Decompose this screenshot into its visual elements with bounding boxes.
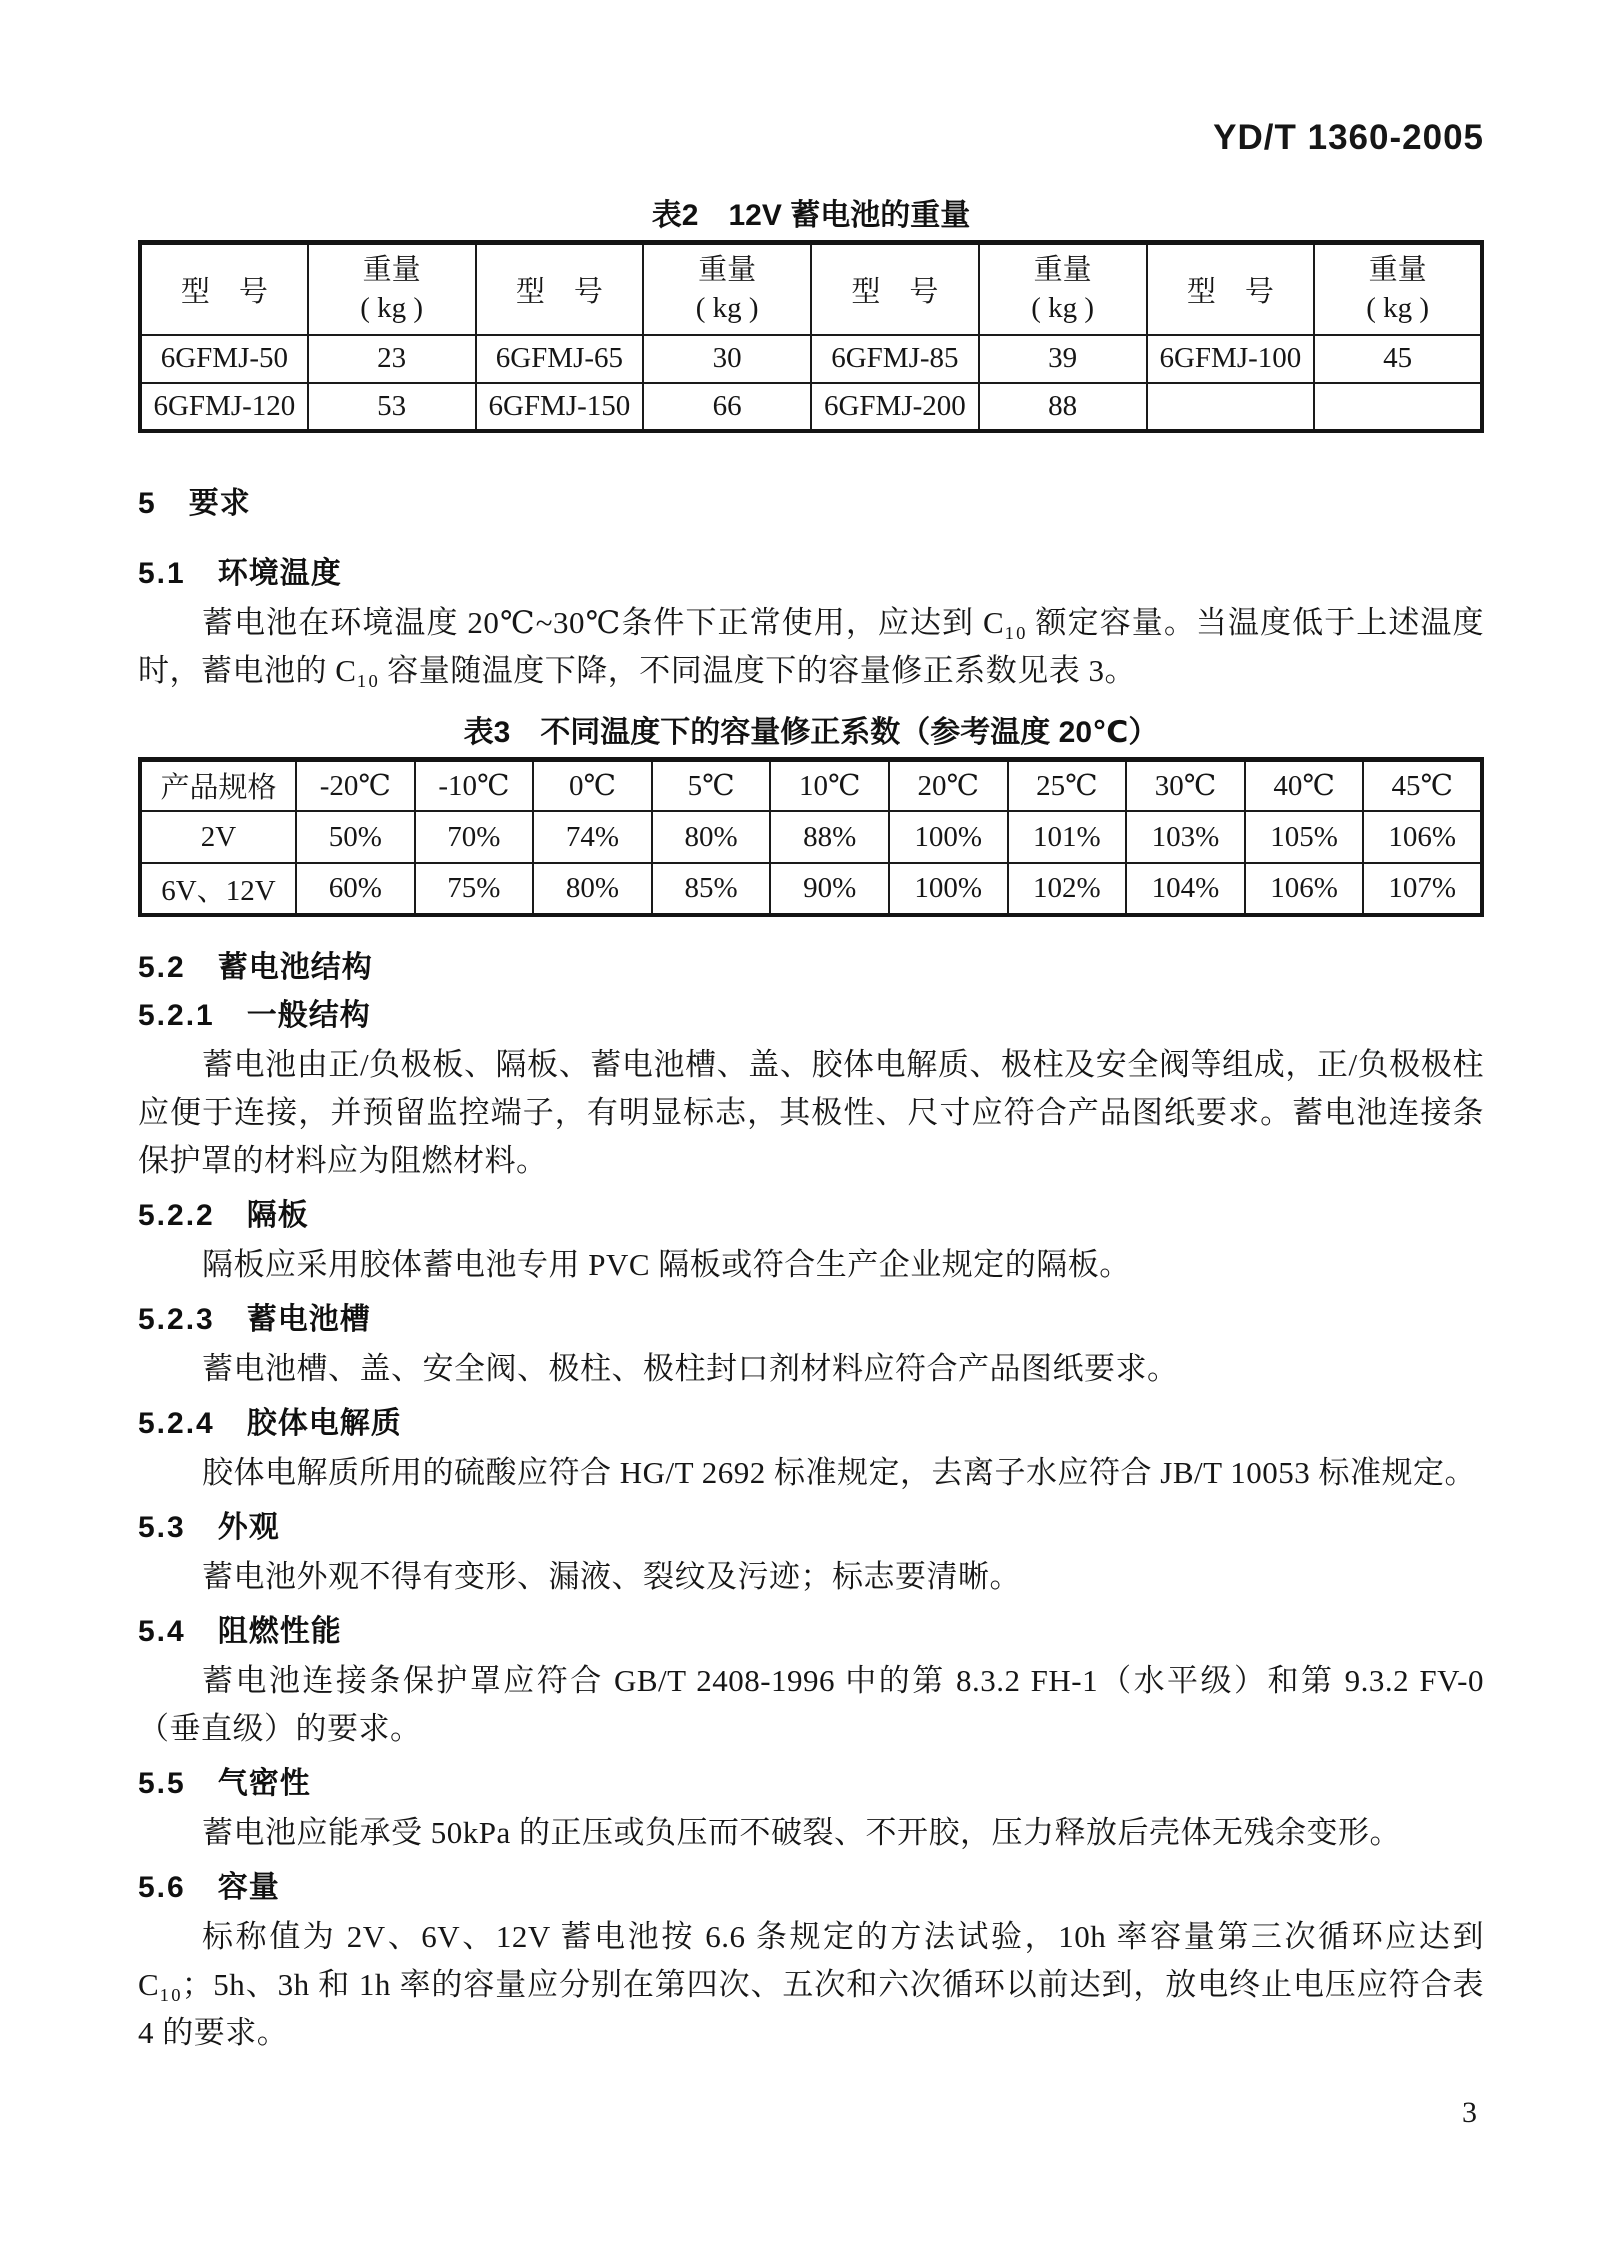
table2-header-weight <box>979 243 1147 335</box>
table3-cell: 6V、12V <box>140 863 296 915</box>
table2-header-model: 型 号 <box>140 243 308 335</box>
table3-header-cell: 40℃ <box>1245 759 1364 811</box>
table3-header-cell: -20℃ <box>296 759 415 811</box>
table2-cell-model: 6GFMJ-120 <box>140 383 308 431</box>
heading-number: 5.2 <box>138 951 186 984</box>
table2-cell-model: 6GFMJ-65 <box>476 335 644 383</box>
table2-header-model: 型 号 <box>476 243 644 335</box>
heading-title: 要求 <box>188 486 251 520</box>
table2-cell-weight: 30 <box>643 335 811 383</box>
heading-5-1 <box>138 557 1484 591</box>
table2-header-weight-line2: ( kg ) <box>360 292 424 325</box>
table2-cell-model: 6GFMJ-200 <box>811 383 979 431</box>
table-12v-battery-weight <box>138 240 1484 433</box>
heading-title: 一般结构 <box>246 999 371 1032</box>
paragraph-5-2-2: 隔板应采用胶体蓄电池专用 PVC 隔板或符合生产企业规定的隔板。 <box>202 1247 1131 1282</box>
table3-cell: 100% <box>889 811 1008 863</box>
table3-cell: 50% <box>296 811 415 863</box>
heading-title: 蓄电池槽 <box>246 1303 371 1336</box>
table2-header-weight <box>643 243 811 335</box>
heading-title: 蓄电池结构 <box>217 951 373 984</box>
heading-5-5 <box>138 1767 1484 1801</box>
table3-header-cell: 0℃ <box>533 759 652 811</box>
table2-header-weight-line1: 重量 <box>698 254 757 287</box>
heading-number: 5.4 <box>138 1615 186 1648</box>
table2-row <box>140 383 1482 431</box>
table2-cell-weight: 39 <box>979 335 1147 383</box>
page-number: 3 <box>1462 2096 1477 2129</box>
table3-header-cell: 10℃ <box>770 759 889 811</box>
table3-cell: 60% <box>296 863 415 915</box>
table3-header-cell: -10℃ <box>415 759 534 811</box>
table2-cell-weight <box>1314 383 1482 431</box>
table3-cell: 100% <box>889 863 1008 915</box>
table2-header-model: 型 号 <box>811 243 979 335</box>
table2-caption <box>138 198 1484 234</box>
table3-header-cell: 5℃ <box>652 759 771 811</box>
heading-number: 5.5 <box>138 1767 186 1800</box>
table3-cell: 102% <box>1008 863 1127 915</box>
heading-title: 气密性 <box>217 1767 311 1800</box>
table3-header-cell: 20℃ <box>889 759 1008 811</box>
table2-cell-model: 6GFMJ-50 <box>140 335 308 383</box>
table-temperature-correction <box>138 757 1484 918</box>
heading-title: 阻燃性能 <box>217 1615 342 1648</box>
table2-header-weight-line1: 重量 <box>362 254 421 287</box>
heading-title: 隔板 <box>246 1199 309 1232</box>
table3-row <box>140 863 1482 915</box>
table2-header-weight-line2: ( kg ) <box>1031 292 1095 325</box>
table3-caption-text: 不同温度下的容量修正系数（参考温度 20℃） <box>540 715 1159 749</box>
heading-5-2-1 <box>138 999 1484 1033</box>
page-content <box>138 0 1484 2057</box>
heading-number: 5.3 <box>138 1511 186 1544</box>
heading-number: 5.1 <box>138 556 186 590</box>
table3-header-cell: 30℃ <box>1126 759 1245 811</box>
heading-number: 5 <box>138 486 157 520</box>
paragraph-5-2-4: 胶体电解质所用的硫酸应符合 HG/T 2692 标准规定，去离子水应符合 JB/T 10053 标准规定。 <box>202 1455 1476 1490</box>
paragraph-5-3: 蓄电池外观不得有变形、漏液、裂纹及污迹；标志要清晰。 <box>202 1559 1021 1594</box>
heading-5-2 <box>138 951 1484 985</box>
heading-number: 5.2.2 <box>138 1199 215 1232</box>
table3-cell: 107% <box>1363 863 1482 915</box>
table3-header-cell: 25℃ <box>1008 759 1127 811</box>
heading-title: 容量 <box>217 1871 280 1904</box>
table2-cell-weight: 53 <box>308 383 476 431</box>
table2-header-weight <box>308 243 476 335</box>
heading-number: 5.2.3 <box>138 1303 215 1336</box>
table2-cell-model: 6GFMJ-150 <box>476 383 644 431</box>
table3-cell: 106% <box>1363 811 1482 863</box>
table3-caption <box>138 715 1484 751</box>
table3-row <box>140 811 1482 863</box>
table2-header-weight-line1: 重量 <box>1033 254 1092 287</box>
paragraph-5-2-3: 蓄电池槽、盖、安全阀、极柱、极柱封口剂材料应符合产品图纸要求。 <box>202 1351 1179 1386</box>
table2-header-model: 型 号 <box>1147 243 1315 335</box>
table2-row <box>140 335 1482 383</box>
heading-5 <box>138 487 1484 521</box>
paragraph-5-6: 标称值为 2V、6V、12V 蓄电池按 6.6 条规定的方法试验，10h 率容量第三次循环应达到 C₁₀；5h、3h 和 1h 率的容量应分别在第四次、五次和六次循环以前达到，放电终止电压应符合表 4 的要求。 <box>138 1919 1484 2050</box>
heading-title: 环境温度 <box>217 556 342 590</box>
table2-header-weight-line2: ( kg ) <box>695 292 759 325</box>
heading-5-2-2 <box>138 1199 1484 1233</box>
table3-cell: 90% <box>770 863 889 915</box>
table2-cell-weight: 66 <box>643 383 811 431</box>
heading-5-2-4 <box>138 1407 1484 1441</box>
table2-cell-model <box>1147 383 1315 431</box>
table2-caption-text: 12V 蓄电池的重量 <box>728 199 971 232</box>
table3-cell: 74% <box>533 811 652 863</box>
table2-header-weight <box>1314 243 1482 335</box>
doc-number: YD/T 1360-2005 <box>1213 118 1484 157</box>
heading-5-3 <box>138 1511 1484 1545</box>
table3-header-row <box>140 759 1482 811</box>
table3-cell: 80% <box>652 811 771 863</box>
table3-cell: 105% <box>1245 811 1364 863</box>
table3-cell: 80% <box>533 863 652 915</box>
paragraph-5-2-1: 蓄电池由正/负极板、隔板、蓄电池槽、盖、胶体电解质、极柱及安全阀等组成，正/负极极柱应便于连接，并预留监控端子，有明显标志，其极性、尺寸应符合产品图纸要求。蓄电池连接条保护罩的材料应为阻燃材料。 <box>138 1047 1484 1178</box>
heading-number: 5.2.1 <box>138 999 215 1032</box>
heading-number: 5.6 <box>138 1871 186 1904</box>
table2-cell-weight: 23 <box>308 335 476 383</box>
heading-title: 胶体电解质 <box>246 1407 402 1440</box>
table2-cell-weight: 88 <box>979 383 1147 431</box>
table3-cell: 106% <box>1245 863 1364 915</box>
table2-header-weight-line1: 重量 <box>1368 254 1427 287</box>
heading-title: 外观 <box>217 1511 280 1544</box>
table3-cell: 85% <box>652 863 771 915</box>
heading-5-4 <box>138 1615 1484 1649</box>
heading-5-6 <box>138 1871 1484 1905</box>
table2-cell-weight: 45 <box>1314 335 1482 383</box>
table2-cell-model: 6GFMJ-85 <box>811 335 979 383</box>
table2-cell-model: 6GFMJ-100 <box>1147 335 1315 383</box>
table2-header-row <box>140 243 1482 335</box>
table3-cell: 101% <box>1008 811 1127 863</box>
paragraph-5-1: 蓄电池在环境温度 20℃~30℃条件下正常使用，应达到 C₁₀ 额定容量。当温度低于上述温度时，蓄电池的 C₁₀ 容量随温度下降，不同温度下的容量修正系数见表 3。 <box>138 604 1484 688</box>
table3-cell: 2V <box>140 811 296 863</box>
heading-number: 5.2.4 <box>138 1407 215 1440</box>
table3-cell: 88% <box>770 811 889 863</box>
table3-header-cell: 45℃ <box>1363 759 1482 811</box>
heading-5-2-3 <box>138 1303 1484 1337</box>
table3-cell: 103% <box>1126 811 1245 863</box>
table3-cell: 104% <box>1126 863 1245 915</box>
table3-caption-label: 表3 <box>463 715 511 749</box>
table3-header-cell: 产品规格 <box>140 759 296 811</box>
paragraph-5-5: 蓄电池应能承受 50kPa 的正压或负压而不破裂、不开胶，压力释放后壳体无残余变形。 <box>202 1815 1401 1850</box>
table2-header-weight-line2: ( kg ) <box>1366 292 1430 325</box>
table2-caption-label: 表2 <box>651 199 699 232</box>
paragraph-5-4: 蓄电池连接条保护罩应符合 GB/T 2408-1996 中的第 8.3.2 FH-1（水平级）和第 9.3.2 FV-0（垂直级）的要求。 <box>138 1663 1484 1746</box>
table3-cell: 70% <box>415 811 534 863</box>
table3-cell: 75% <box>415 863 534 915</box>
